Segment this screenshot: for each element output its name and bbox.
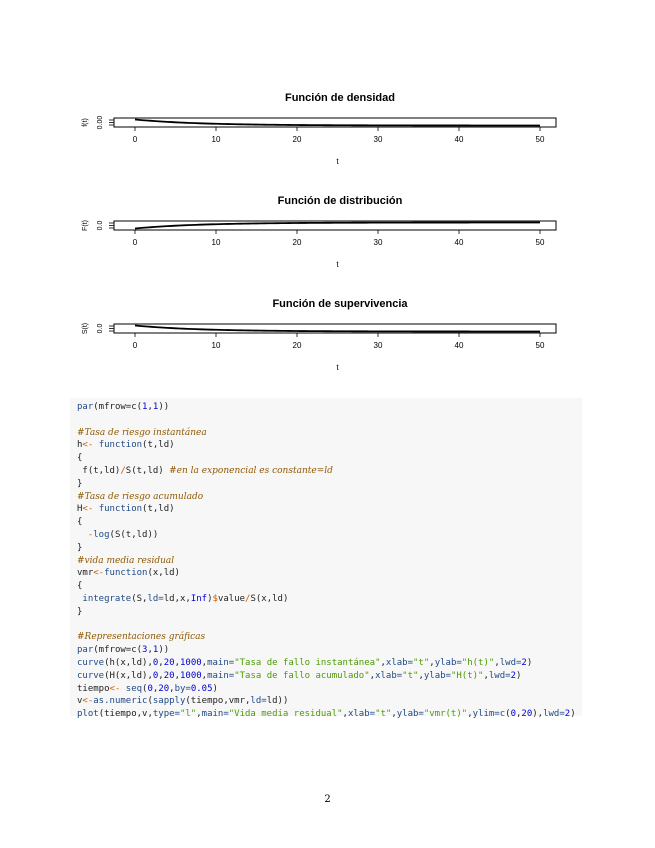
x-tick-label: 10 [211,238,221,247]
code-token: xlab= [385,657,414,668]
code-token: function [104,568,148,579]
code-token: function [98,504,143,515]
code-listing [70,398,582,721]
code-token: / [245,593,251,604]
code-token: seq [125,683,143,694]
x-tick-label: 40 [454,238,464,247]
survival-plot [60,296,580,396]
code-token: par [77,645,94,656]
code-token: xlab= [347,709,376,720]
code-token: , [494,657,500,668]
survival-plot-svg [60,296,580,396]
code-line [77,709,576,719]
code-token: S(t,ld) [125,465,170,476]
code-token: by= [174,683,191,694]
code-token: #Tasa de riesgo instantánea [77,427,207,438]
code-line [77,645,169,655]
code-line [77,543,82,553]
code-token: ylim= [472,709,500,720]
y-tick-label: 0.0 [97,323,104,334]
code-token: , [158,670,164,681]
y-axis-label: S(t) [82,322,89,335]
code-token: sapply [152,696,186,707]
code-token: , [174,657,180,668]
code-token: "Vida media residual" [228,709,343,720]
code-token: par [77,402,94,412]
code-token: ) [526,657,533,668]
code-token: "t" [402,670,419,681]
code-line [77,632,205,642]
code-token: , [483,670,489,681]
code-token: #en la exponencial es constante=ld [169,465,333,476]
code-token: 20 [158,683,170,694]
code-token: , [201,657,208,668]
code-line [77,402,169,412]
code-token: #Representaciones gráficas [77,632,206,643]
code-line [77,671,521,681]
code-line [77,684,218,694]
code-token: "vmr(t)" [423,709,468,720]
code-token: } [77,542,83,553]
code-token: main= [207,670,235,681]
code-token: , [342,709,348,720]
code-token: / [120,465,126,476]
y-tick-label: 0.00 [97,115,104,130]
code-token: lwd= [543,709,565,720]
code-token: "t" [375,709,392,720]
code-token: lwd= [488,670,511,681]
code-token: 3 [142,645,148,656]
code-token: , [158,657,164,668]
code-line [77,594,288,604]
x-tick-label: 20 [292,135,302,144]
code-token: <- [82,696,94,707]
code-line [77,607,82,617]
code-token: ylab= [396,709,424,720]
code-token: 1000 [179,657,202,668]
code-token: 1 [152,645,159,656]
code-line [77,492,203,502]
distribution-plot [60,193,580,293]
code-token: lwd= [499,657,522,668]
code-token: 1 [152,402,159,412]
code-token: 1000 [179,670,202,681]
x-tick-label: 0 [132,341,138,350]
code-line [77,658,532,668]
code-token: ) [207,593,213,604]
code-token: as.numeric [93,696,148,707]
code-token: 0.05 [190,683,213,694]
code-token: h [77,440,83,451]
code-token: ld,x, [163,593,191,604]
code-token: 20 [521,709,533,720]
code-token: value [217,593,246,604]
code-token: xlab= [375,670,403,681]
y-tick-label: 0.0 [97,220,104,231]
code-token: function [98,440,143,451]
code-token: <- [109,683,121,694]
code-token: , [467,709,473,720]
code-token: )) [158,645,170,656]
code-line [77,581,82,591]
code-token: curve [77,657,105,668]
code-token: ylab= [434,657,462,668]
code-token: (tiempo,vmr, [185,696,251,707]
code-token: , [515,709,522,720]
code-token: (S(t,ld)) [109,529,159,540]
x-tick-label: 0 [132,238,138,247]
x-tick-label: 10 [211,341,221,350]
code-token [77,530,88,540]
code-token: , [196,709,202,720]
code-line [77,504,175,514]
code-token: , [169,683,175,694]
code-token: (H(x,ld), [104,670,153,681]
code-token: ( [147,696,153,707]
code-token: ld= [147,593,164,604]
code-line [77,453,82,463]
code-token: ), [532,709,544,720]
code-token: main= [207,657,235,668]
x-tick-label: 40 [454,135,464,144]
code-token: , [380,657,386,668]
code-token: (t,ld) [142,440,175,451]
code-token: { [77,517,83,528]
code-token: type= [152,709,180,720]
code-block [70,398,582,720]
code-token: 20 [163,657,175,668]
code-token: H [77,504,83,515]
code-line [77,517,82,527]
code-token: 2 [510,670,516,681]
code-line [77,428,207,438]
curve [135,326,540,332]
x-axis-label: t [336,363,339,372]
code-token: 0 [510,709,516,720]
code-token: )) [158,402,170,412]
x-tick-label: 0 [132,135,138,144]
code-token: c [499,709,506,720]
x-tick-label: 40 [454,341,464,350]
code-token: plot [77,709,99,720]
x-axis-label: t [336,157,339,166]
code-token: } [77,478,83,489]
code-token: "Tasa de fallo instantánea" [234,657,381,668]
code-token: ) [212,683,218,694]
code-line [77,568,180,578]
code-token: , [429,657,435,668]
x-tick-label: 10 [211,135,221,144]
x-tick-label: 50 [535,341,545,350]
plot-title: Función de distribución [277,195,403,207]
code-token: , [152,683,159,694]
y-axis-label: F(t) [82,220,89,231]
code-token: integrate [82,593,132,604]
x-tick-label: 20 [292,238,302,247]
code-token: <- [82,440,94,451]
code-token: } [77,606,83,617]
code-token: , [201,670,208,681]
code-token: "h(t)" [461,657,495,668]
code-token: , [147,402,153,412]
x-tick-label: 50 [535,135,545,144]
code-token: - [87,529,94,540]
code-token: (S, [131,593,148,604]
code-token: ( [505,709,511,720]
code-token: , [147,645,153,656]
code-token: vmr [77,568,94,579]
code-token: { [77,581,83,592]
code-token: "H(t)" [450,670,484,681]
code-token: 2 [521,657,527,668]
code-token: ylab= [423,670,451,681]
code-token: S(x,ld) [250,593,289,604]
code-token: <- [93,568,105,579]
x-axis-label: t [336,260,339,269]
code-token: ld= [250,696,267,707]
code-token: v [77,696,83,707]
code-token: , [369,670,376,681]
code-token: (mfrow=c( [93,645,143,656]
code-token: "l" [179,709,197,720]
plot-title: Función de densidad [284,92,395,104]
code-line [77,530,158,540]
density-plot-svg [60,90,580,190]
code-token: #Tasa de riesgo acumulado [77,491,204,502]
curve [135,223,540,229]
code-token: 20 [163,670,175,681]
code-token: ( [142,683,148,694]
code-line [77,479,82,489]
code-line [77,466,333,476]
code-line [77,556,174,566]
code-token: (tiempo,v, [98,709,153,720]
code-line [77,696,288,706]
x-tick-label: 30 [373,135,383,144]
y-axis-label: f(t) [82,118,89,127]
code-token: { [77,453,83,464]
code-token: <- [82,504,94,515]
code-token: ) [570,709,576,720]
x-tick-label: 30 [373,341,383,350]
distribution-plot-svg [60,193,580,293]
code-token: log [93,529,110,540]
code-token: 0 [152,670,159,681]
code-token: (h(x,ld), [104,657,153,668]
code-token: , [391,709,397,720]
code-token: $ [212,593,218,604]
x-tick-label: 20 [292,341,302,350]
plot-title: Función de supervivencia [272,298,408,310]
code-token: , [174,670,180,681]
x-tick-label: 50 [535,238,545,247]
code-token: f(t,ld) [77,465,121,476]
code-token: (mfrow=c( [93,402,143,412]
code-token: , [418,670,424,681]
page-number: 2 [324,794,331,805]
code-token: "Tasa de fallo acumulado" [234,670,370,681]
code-token: "t" [413,657,430,668]
code-token: Inf [190,593,208,604]
code-token: 0 [152,657,159,668]
code-line [77,440,175,450]
code-token: ld)) [266,696,289,707]
density-plot [60,90,580,190]
code-token: ) [516,670,522,681]
code-token: curve [77,670,105,681]
code-token: 0 [147,683,153,694]
code-token: (x,ld) [147,568,180,579]
code-token: #vida media residual [77,555,175,566]
curve [135,120,540,126]
code-token: main= [201,709,229,720]
code-token: (t,ld) [142,504,175,515]
x-tick-label: 30 [373,238,383,247]
code-token: tiempo [77,683,110,694]
code-token: 1 [142,402,148,412]
code-token: 2 [564,709,571,720]
